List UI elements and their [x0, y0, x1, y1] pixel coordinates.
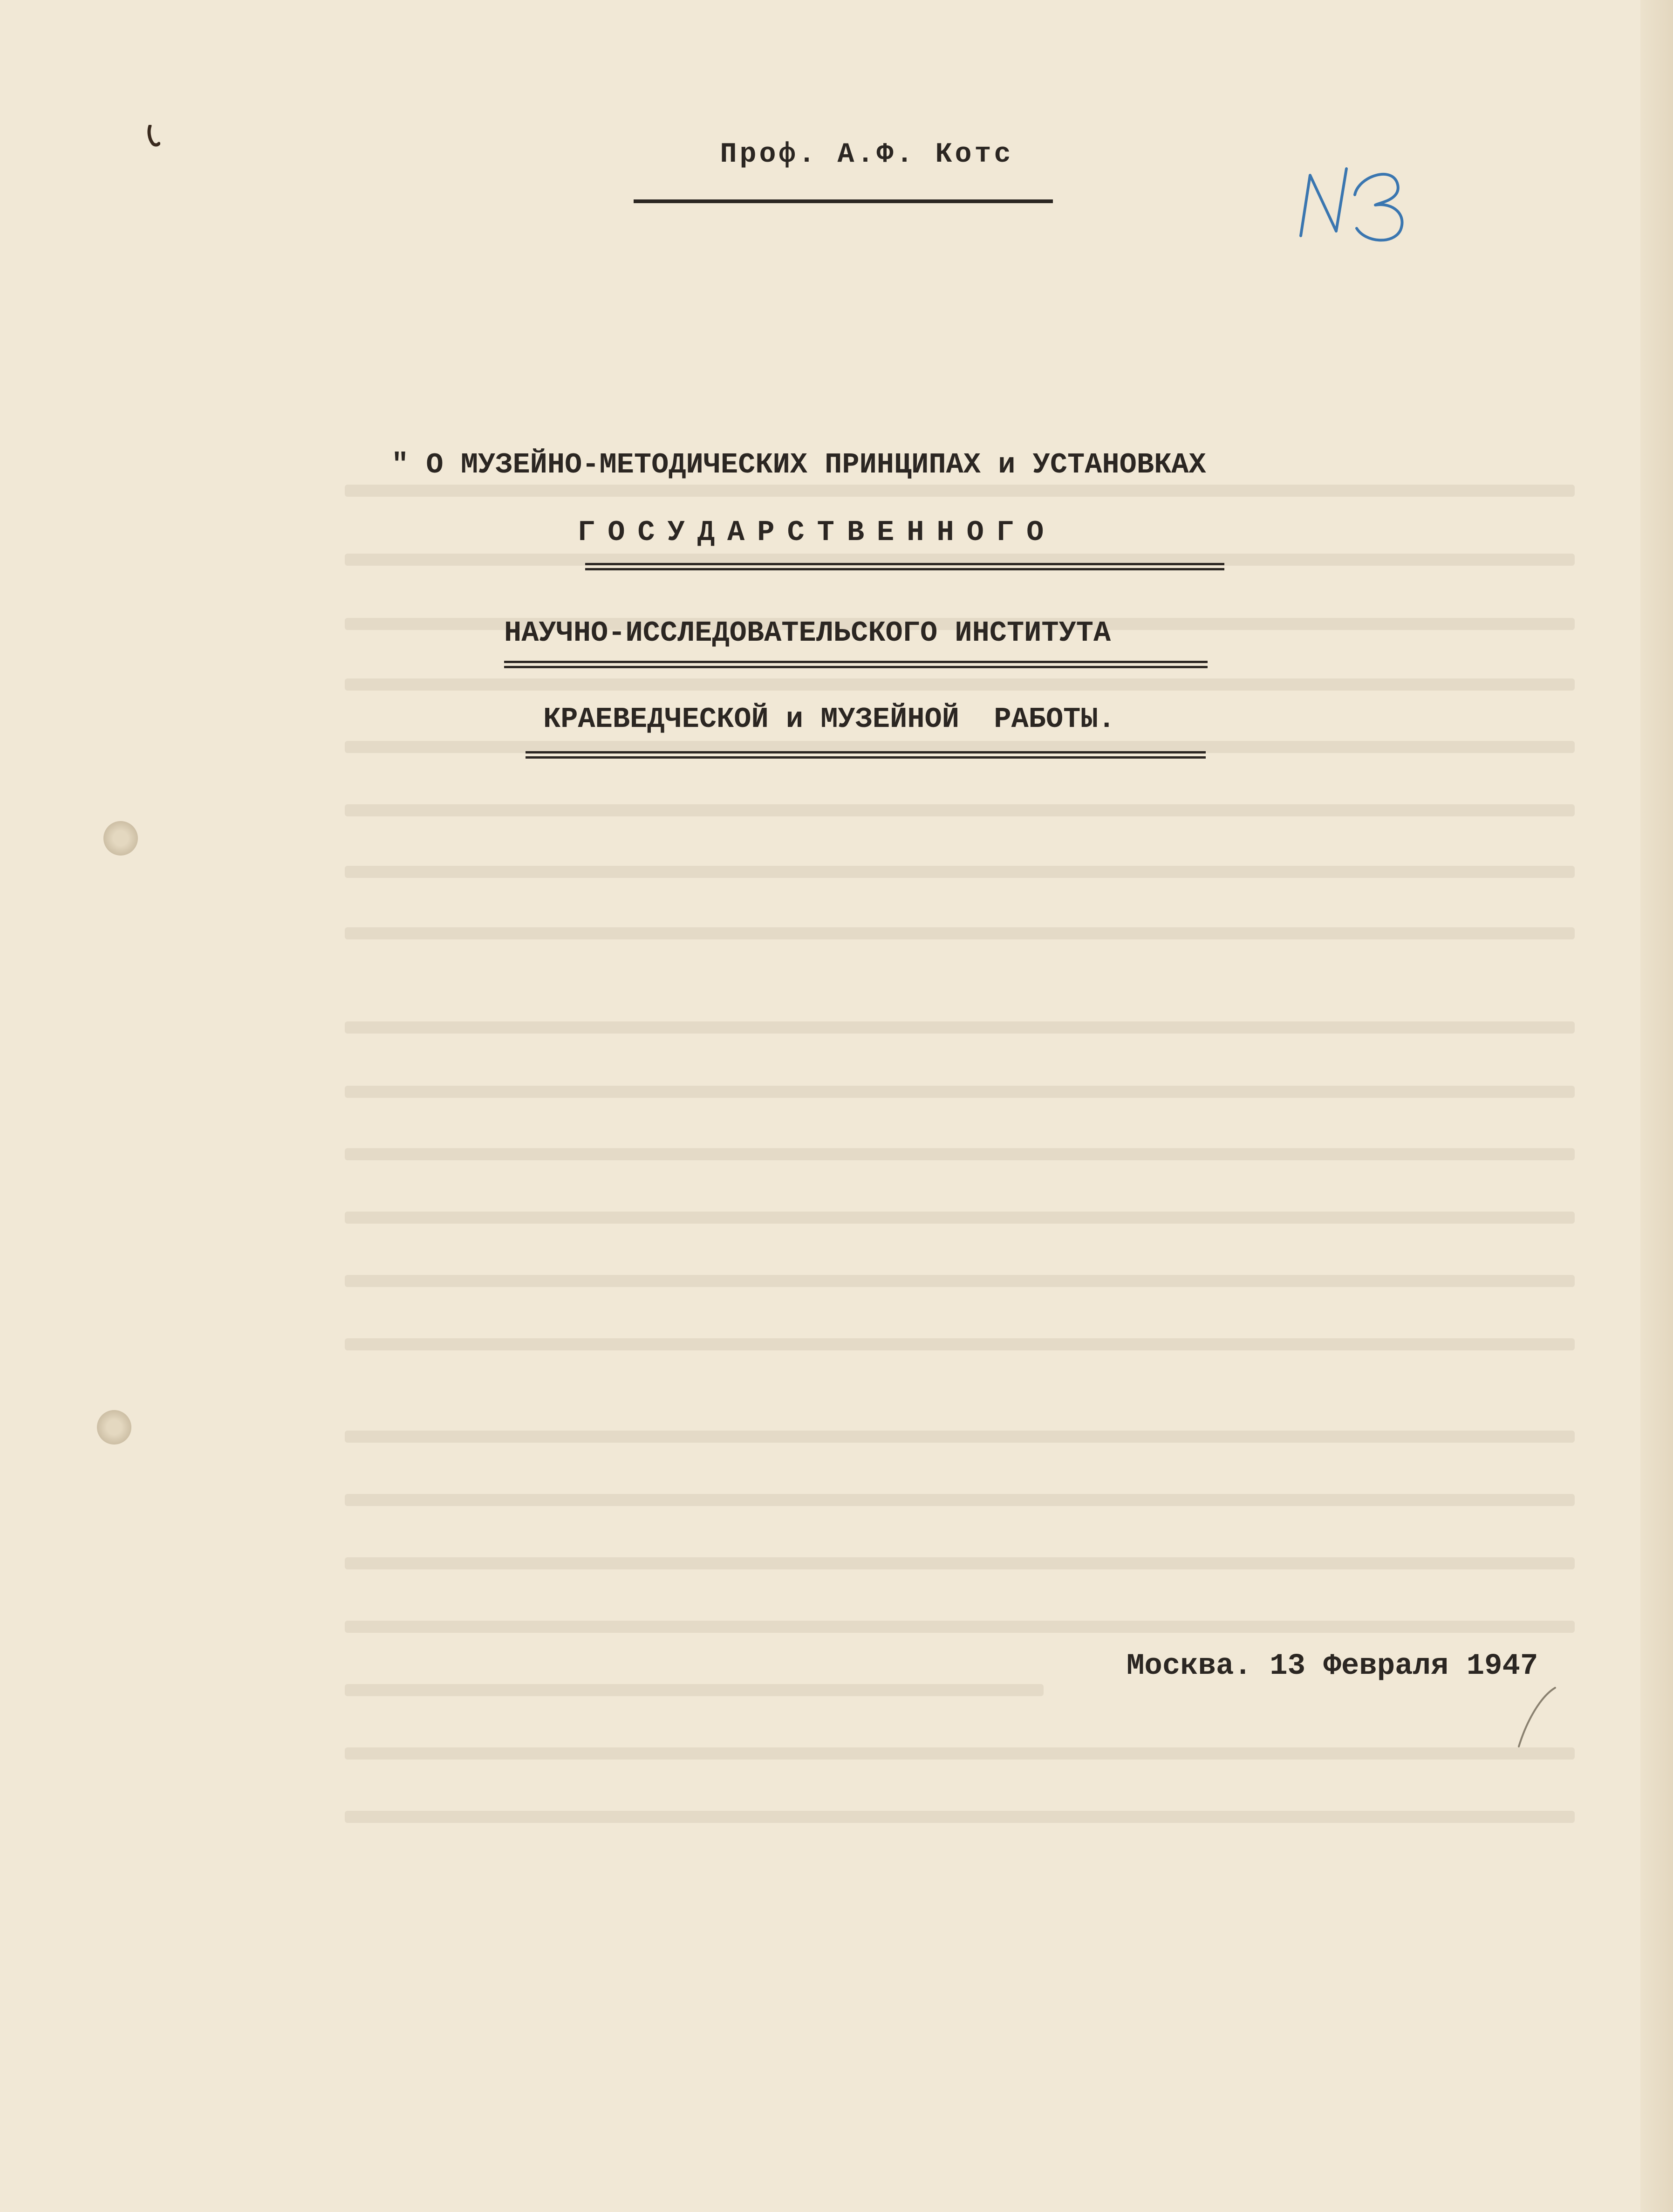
handwritten-number-mark [1295, 144, 1416, 247]
show-through-line [345, 1557, 1575, 1569]
title-line-3: НАУЧНО-ИССЛЕДОВАТЕЛЬСКОГО ИНСТИТУТА [504, 616, 1111, 650]
title-line-4: КРАЕВЕДЧЕСКОЙ и МУЗЕЙНОЙ РАБОТЫ. [543, 703, 1115, 736]
show-through-line [345, 1086, 1575, 1098]
show-through-line [345, 1684, 1044, 1696]
show-through-line [345, 1275, 1575, 1287]
show-through-line [345, 1747, 1575, 1760]
show-through-line [345, 1148, 1575, 1160]
show-through-line [345, 1431, 1575, 1443]
page-edge-shadow [1640, 0, 1673, 2212]
show-through-line [345, 804, 1575, 816]
show-through-line [345, 1811, 1575, 1823]
show-through-line [345, 1212, 1575, 1224]
title-double-underline [585, 563, 1224, 570]
show-through-line [345, 678, 1575, 691]
punch-hole [97, 1410, 131, 1445]
title-line-1: " О МУЗЕЙНО-МЕТОДИЧЕСКИХ ПРИНЦИПАХ и УСТАНОВКАХ [391, 448, 1206, 481]
show-through-line [345, 1494, 1575, 1506]
place-and-date: Москва. 13 Февраля 1947 [1127, 1650, 1538, 1683]
author-underline [634, 199, 1053, 203]
show-through-line [345, 866, 1575, 878]
show-through-line [345, 927, 1575, 939]
title-line-2: ГОСУДАРСТВЕННОГО [578, 516, 1057, 549]
show-through-line [345, 485, 1575, 497]
author-line: Проф. А.Ф. Котс [720, 139, 1014, 171]
show-through-line [345, 1338, 1575, 1350]
pencil-stroke-icon [1509, 1682, 1564, 1752]
show-through-line [345, 1621, 1575, 1633]
title-double-underline [526, 751, 1206, 759]
title-double-underline [504, 661, 1208, 668]
punch-hole [103, 821, 138, 856]
show-through-line [345, 1021, 1575, 1034]
